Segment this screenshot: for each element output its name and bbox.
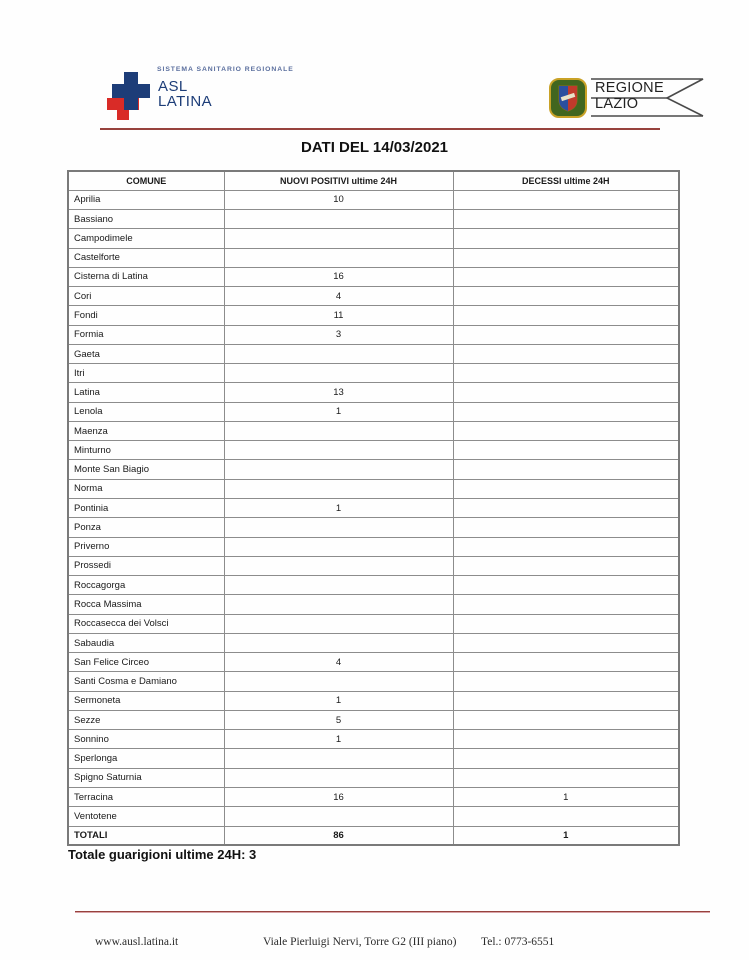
cell-comune: Ventotene bbox=[68, 807, 224, 826]
cell-comune: Fondi bbox=[68, 306, 224, 325]
cell-comune: Priverno bbox=[68, 537, 224, 556]
cell-positivi bbox=[224, 576, 453, 595]
cell-positivi bbox=[224, 364, 453, 383]
cell-decessi bbox=[453, 229, 679, 248]
cell-positivi bbox=[224, 614, 453, 633]
cell-positivi: 4 bbox=[224, 287, 453, 306]
table-row bbox=[68, 383, 679, 402]
table-row bbox=[68, 441, 679, 460]
cell-decessi bbox=[453, 672, 679, 691]
cell-decessi bbox=[453, 537, 679, 556]
cell-positivi: 11 bbox=[224, 306, 453, 325]
footer-divider-rule bbox=[75, 911, 710, 913]
asl-name-line2: LATINA bbox=[158, 92, 213, 110]
cell-decessi bbox=[453, 749, 679, 768]
table-header-row bbox=[68, 171, 679, 190]
total-positivi: 86 bbox=[224, 826, 453, 845]
table-total-row bbox=[68, 826, 679, 845]
cell-comune: Monte San Biagio bbox=[68, 460, 224, 479]
cell-comune: Sperlonga bbox=[68, 749, 224, 768]
cell-comune: Santi Cosma e Damiano bbox=[68, 672, 224, 691]
cell-comune: Formia bbox=[68, 325, 224, 344]
table-row bbox=[68, 287, 679, 306]
cell-positivi bbox=[224, 537, 453, 556]
cell-decessi bbox=[453, 730, 679, 749]
cell-comune: Gaeta bbox=[68, 344, 224, 363]
cell-decessi bbox=[453, 499, 679, 518]
column-header-decessi: DECESSI ultime 24H bbox=[453, 171, 679, 190]
table-row bbox=[68, 402, 679, 421]
regione-lazio-line1: REGIONE bbox=[595, 80, 664, 96]
cell-positivi bbox=[224, 556, 453, 575]
cell-positivi bbox=[224, 672, 453, 691]
cell-decessi bbox=[453, 633, 679, 652]
cell-decessi bbox=[453, 306, 679, 325]
cell-comune: Prossedi bbox=[68, 556, 224, 575]
cell-positivi bbox=[224, 210, 453, 229]
asl-name-line1: ASL bbox=[158, 78, 188, 95]
cell-comune: Minturno bbox=[68, 441, 224, 460]
cell-positivi bbox=[224, 344, 453, 363]
cell-positivi bbox=[224, 633, 453, 652]
cell-comune: Sermoneta bbox=[68, 691, 224, 710]
cell-comune: Castelforte bbox=[68, 248, 224, 267]
table-row bbox=[68, 229, 679, 248]
cell-positivi bbox=[224, 768, 453, 787]
table-row bbox=[68, 595, 679, 614]
cell-positivi: 13 bbox=[224, 383, 453, 402]
cell-comune: Aprilia bbox=[68, 190, 224, 209]
cell-comune: Roccagorga bbox=[68, 576, 224, 595]
cell-decessi bbox=[453, 556, 679, 575]
cell-positivi: 3 bbox=[224, 325, 453, 344]
cell-decessi bbox=[453, 807, 679, 826]
cell-comune: Lenola bbox=[68, 402, 224, 421]
cell-decessi bbox=[453, 691, 679, 710]
table-row bbox=[68, 518, 679, 537]
header-divider-rule bbox=[100, 128, 660, 130]
table-row bbox=[68, 248, 679, 267]
cell-comune: Terracina bbox=[68, 788, 224, 807]
table-row bbox=[68, 614, 679, 633]
cell-comune: San Felice Circeo bbox=[68, 653, 224, 672]
footer-website: www.ausl.latina.it bbox=[95, 936, 179, 948]
cell-decessi bbox=[453, 460, 679, 479]
table-row bbox=[68, 768, 679, 787]
cell-decessi bbox=[453, 402, 679, 421]
cell-decessi bbox=[453, 768, 679, 787]
cell-decessi bbox=[453, 190, 679, 209]
cell-decessi bbox=[453, 287, 679, 306]
cell-positivi bbox=[224, 749, 453, 768]
regione-lazio-logo bbox=[545, 76, 705, 120]
cell-decessi bbox=[453, 364, 679, 383]
column-header-comune: COMUNE bbox=[68, 171, 224, 190]
cell-positivi: 16 bbox=[224, 267, 453, 286]
table-row bbox=[68, 460, 679, 479]
table-row bbox=[68, 556, 679, 575]
cell-positivi bbox=[224, 441, 453, 460]
table-row bbox=[68, 537, 679, 556]
cell-positivi: 1 bbox=[224, 691, 453, 710]
cell-decessi bbox=[453, 383, 679, 402]
cell-decessi bbox=[453, 653, 679, 672]
cell-decessi bbox=[453, 595, 679, 614]
cell-comune: Latina bbox=[68, 383, 224, 402]
cell-positivi: 10 bbox=[224, 190, 453, 209]
cell-positivi bbox=[224, 595, 453, 614]
column-header-positivi: NUOVI POSITIVI ultime 24H bbox=[224, 171, 453, 190]
table-row bbox=[68, 672, 679, 691]
cell-positivi: 4 bbox=[224, 653, 453, 672]
cell-decessi bbox=[453, 518, 679, 537]
cell-decessi bbox=[453, 210, 679, 229]
cell-decessi bbox=[453, 248, 679, 267]
cell-positivi bbox=[224, 807, 453, 826]
cell-positivi bbox=[224, 248, 453, 267]
page-title: DATI DEL 14/03/2021 bbox=[300, 139, 449, 156]
cell-comune: Norma bbox=[68, 479, 224, 498]
cell-comune: Bassiano bbox=[68, 210, 224, 229]
table-row bbox=[68, 364, 679, 383]
table-row bbox=[68, 691, 679, 710]
cell-positivi: 16 bbox=[224, 788, 453, 807]
table-row bbox=[68, 306, 679, 325]
cell-decessi bbox=[453, 421, 679, 440]
table-row bbox=[68, 499, 679, 518]
cell-positivi: 1 bbox=[224, 499, 453, 518]
cell-comune: Roccasecca dei Volsci bbox=[68, 614, 224, 633]
total-decessi: 1 bbox=[453, 826, 679, 845]
table-row bbox=[68, 190, 679, 209]
cell-comune: Cori bbox=[68, 287, 224, 306]
table-row bbox=[68, 749, 679, 768]
cell-comune: Maenza bbox=[68, 421, 224, 440]
table-row bbox=[68, 633, 679, 652]
regione-lazio-wordmark bbox=[595, 80, 664, 112]
table-row bbox=[68, 421, 679, 440]
footer-phone: Tel.: 0773-6551 bbox=[481, 936, 555, 948]
cell-decessi: 1 bbox=[453, 788, 679, 807]
cell-comune: Sabaudia bbox=[68, 633, 224, 652]
cell-comune: Campodimele bbox=[68, 229, 224, 248]
table-row bbox=[68, 267, 679, 286]
cell-decessi bbox=[453, 441, 679, 460]
cell-comune: Spigno Saturnia bbox=[68, 768, 224, 787]
table-row bbox=[68, 653, 679, 672]
table-body bbox=[68, 190, 679, 826]
cell-comune: Pontinia bbox=[68, 499, 224, 518]
cell-decessi bbox=[453, 576, 679, 595]
cell-decessi bbox=[453, 710, 679, 729]
table-row bbox=[68, 210, 679, 229]
cell-decessi bbox=[453, 614, 679, 633]
table-row bbox=[68, 479, 679, 498]
asl-cross-icon bbox=[107, 68, 153, 127]
cell-comune: Rocca Massima bbox=[68, 595, 224, 614]
table-row bbox=[68, 344, 679, 363]
recoveries-summary: Totale guarigioni ultime 24H: 3 bbox=[68, 847, 257, 862]
footer-address: Viale Pierluigi Nervi, Torre G2 (III piano) bbox=[263, 936, 457, 948]
total-label: TOTALI bbox=[68, 826, 224, 845]
covid-data-table bbox=[67, 170, 680, 846]
cell-positivi bbox=[224, 479, 453, 498]
cell-decessi bbox=[453, 267, 679, 286]
cell-decessi bbox=[453, 344, 679, 363]
cell-comune: Sezze bbox=[68, 710, 224, 729]
regione-lazio-emblem-icon bbox=[549, 78, 587, 123]
table-row bbox=[68, 710, 679, 729]
cell-decessi bbox=[453, 479, 679, 498]
table-row bbox=[68, 325, 679, 344]
cell-positivi: 1 bbox=[224, 402, 453, 421]
cell-decessi bbox=[453, 325, 679, 344]
table-row bbox=[68, 576, 679, 595]
cell-comune: Cisterna di Latina bbox=[68, 267, 224, 286]
cell-positivi bbox=[224, 421, 453, 440]
cell-comune: Ponza bbox=[68, 518, 224, 537]
cell-positivi: 1 bbox=[224, 730, 453, 749]
cell-positivi bbox=[224, 460, 453, 479]
table-row bbox=[68, 788, 679, 807]
table-row bbox=[68, 807, 679, 826]
table-row bbox=[68, 730, 679, 749]
cell-positivi bbox=[224, 229, 453, 248]
cell-positivi: 5 bbox=[224, 710, 453, 729]
cell-comune: Sonnino bbox=[68, 730, 224, 749]
cell-positivi bbox=[224, 518, 453, 537]
asl-name bbox=[158, 80, 212, 109]
regione-lazio-line2: LAZIO bbox=[595, 96, 639, 112]
cell-comune: Itri bbox=[68, 364, 224, 383]
asl-tagline: SISTEMA SANITARIO REGIONALE bbox=[157, 66, 294, 73]
